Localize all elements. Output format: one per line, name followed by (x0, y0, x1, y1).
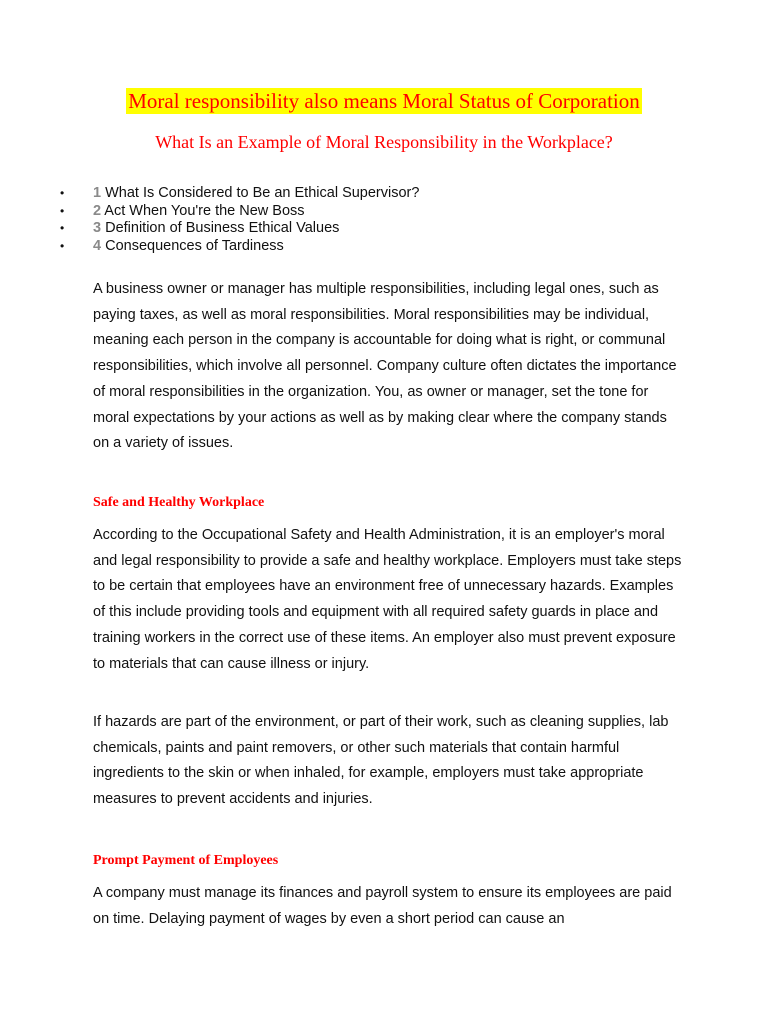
section-heading-safe-workplace: Safe and Healthy Workplace (93, 495, 265, 510)
toc-item[interactable] (60, 220, 419, 238)
intro-paragraph: A business owner or manager has multiple responsibilities, including legal ones, such as paying taxes, as well as moral responsibilities. Moral responsibilities may be individual, meaning each person in the company is accountable for doing what is right, or communal responsibilities, which involve all personnel. Company culture often dictates the importance of moral responsibilities in the organization. You, as owner or manager, set the tone for moral expectations by your actions as well as by making clear where the company stands on a variety of issues. (93, 281, 677, 452)
toc-item-text: Act When You're the New Boss (101, 202, 305, 219)
bullet-icon: • (60, 203, 65, 218)
toc-item[interactable] (60, 185, 419, 203)
toc-item-number: 1 (93, 185, 102, 201)
toc-item-number: 3 (93, 220, 102, 236)
section-paragraph: If hazards are part of the environment, or part of their work, such as cleaning supplies, lab chemicals, paints and paint removers, or other such materials that contain harmful ingredients to the skin or when inhaled, for example, employers must take appropriate measures to prevent accidents and injuries. (93, 714, 669, 808)
bullet-icon: • (60, 238, 65, 253)
section-heading-prompt-payment: Prompt Payment of Employees (93, 853, 279, 868)
toc-item[interactable] (60, 203, 419, 221)
toc-item-text: What Is Considered to Be an Ethical Supervisor? (101, 185, 420, 201)
bullet-icon: • (60, 186, 65, 200)
table-of-contents (60, 185, 419, 255)
section-paragraph: According to the Occupational Safety and Health Administration, it is an employer's moral and legal responsibility to provide a safe and healthy workplace. Employers must take steps to be certain that employees have an environment free of unnecessary hazards. Examples of this include providing tools and equipment with all required safety guards in place and training workers in the correct use of these items. An employer also must prevent exposure to materials that can cause illness or injury. (93, 527, 682, 672)
bullet-icon: • (60, 221, 65, 235)
document-title: Moral responsibility also means Moral Status of Corporation (128, 89, 640, 113)
title-container (0, 88, 768, 114)
toc-item-number: 4 (93, 237, 102, 254)
toc-item[interactable] (60, 238, 419, 256)
toc-item-text: Consequences of Tardiness (101, 237, 284, 254)
section-paragraph: A company must manage its finances and payroll system to ensure its employees are paid on time. Delaying payment of wages by even a short period can cause an (93, 885, 672, 927)
document-subtitle: What Is an Example of Moral Responsibility in the Workplace? (155, 132, 613, 152)
toc-item-number: 2 (93, 202, 102, 219)
toc-item-text: Definition of Business Ethical Values (101, 220, 340, 236)
